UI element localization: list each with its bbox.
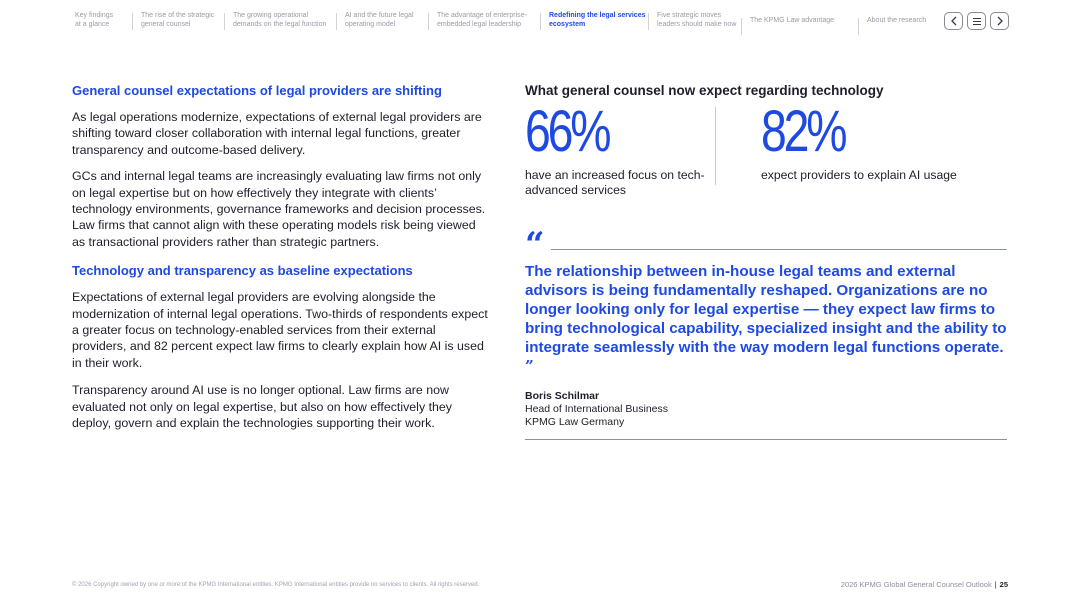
next-page-button[interactable] xyxy=(990,12,1009,30)
paragraph-technology: Expectations of external legal providers are evolving alongside the modernization of internal legal operations. Two-thirds of respondents expect a greater focus on technology-enabled services from their external providers, and 82 percent expect law firms to clearly explain how AI is used in their work. xyxy=(72,290,488,370)
publication-title: 2026 KPMG Global General Counsel Outlook xyxy=(840,580,992,589)
nav-item-legal-services-ecosystem[interactable] xyxy=(540,12,645,32)
quote-bottom-divider xyxy=(525,439,1007,440)
stat-tech-focus xyxy=(525,99,725,198)
stat-description: expect providers to explain AI usage xyxy=(761,168,957,182)
nav-item-label: Redefining the legal services xyxy=(549,12,646,19)
nav-item-kpmg-law-advantage[interactable] xyxy=(741,17,834,37)
paragraph-transparency: Transparency around AI use is no longer optional. Law firms are now evaluated not only on legal expertise, but also on how effectively they deploy, govern and explain the technologies supporting their work. xyxy=(72,383,452,431)
stat-value: 82% xyxy=(761,99,845,164)
nav-item-enterprise-leadership[interactable] xyxy=(428,12,527,32)
paragraph-evaluation: GCs and internal legal teams are increasingly evaluating law firms not only on legal expertise but on how effectively they integrate with clients’ technology environments, governance frameworks and decision processes. Law firms that cannot align with these operating models risk being viewed as transactional providers rather than strategic partners. xyxy=(72,169,486,249)
pull-quote xyxy=(525,225,1009,440)
quote-body: The relationship between in-house legal teams and external advisors is being fundamentally reshaped. Organizations are no longer looking only for legal expertise — they expect law firms to bring technological capability, specialized insight and the ability to integrate seamlessly with the way modern legal functions operate. xyxy=(525,263,1007,356)
nav-item-label: AI and the future legal xyxy=(345,12,414,19)
nav-item-label: The advantage of enterprise- xyxy=(437,12,527,19)
stats-title: What general counsel now expect regarding technology xyxy=(525,83,884,98)
nav-item-label: at a glance xyxy=(75,20,110,28)
quote-author-org: KPMG Law Germany xyxy=(525,416,625,428)
stat-description: have an increased focus on tech-advanced services xyxy=(525,168,705,197)
chevron-left-icon xyxy=(950,16,958,26)
stats-row xyxy=(525,99,1009,212)
quote-text xyxy=(525,262,1009,376)
quote-author-name: Boris Schilmar xyxy=(525,390,600,402)
nav-item-label: The rise of the strategic xyxy=(141,12,215,19)
section-heading-technology: Technology and transparency as baseline expectations xyxy=(72,263,413,279)
nav-item-five-strategic-moves[interactable] xyxy=(648,12,736,32)
nav-item-label: ecosystem xyxy=(549,20,586,28)
stat-value: 66% xyxy=(525,99,609,164)
nav-item-label: The KPMG Law advantage xyxy=(750,17,835,24)
menu-button[interactable] xyxy=(967,12,986,30)
nav-item-label: Key findings xyxy=(75,12,114,19)
nav-item-key-findings[interactable] xyxy=(66,12,113,32)
nav-item-label: embedded legal leadership xyxy=(437,20,522,28)
nav-item-operational-demands[interactable] xyxy=(224,12,326,32)
section-heading-expectations: General counsel expectations of legal providers are shifting xyxy=(72,83,442,98)
open-quote-icon: “ xyxy=(525,225,545,265)
close-quote-icon: ” xyxy=(525,357,534,375)
nav-item-ai-future-model[interactable] xyxy=(336,12,414,32)
nav-item-label: general counsel xyxy=(141,20,191,28)
top-navigation xyxy=(66,12,1016,36)
paragraph-intro: As legal operations modernize, expectations of external legal providers are shifting toward closer collaboration with internal legal functions, greater transparency and outcome-based delivery. xyxy=(72,110,482,157)
nav-item-label: leaders should make now xyxy=(657,20,737,28)
stat-divider xyxy=(715,107,716,185)
chevron-right-icon xyxy=(996,16,1004,26)
quote-header xyxy=(525,225,1009,265)
footer-publication xyxy=(841,580,1008,589)
footer-separator: | xyxy=(994,580,997,589)
menu-icon xyxy=(972,17,982,26)
stat-ai-usage xyxy=(761,99,961,183)
quote-divider xyxy=(551,249,1007,250)
nav-item-label: operating model xyxy=(345,20,396,28)
footer-copyright: © 2026 Copyright owned by one or more of the KPMG International entities. KPMG International entities provide no services to clients. All rights reserved. xyxy=(72,582,480,588)
stats-and-quote xyxy=(525,82,1009,428)
nav-item-label: Five strategic moves xyxy=(657,12,722,19)
nav-item-label: About the research xyxy=(867,17,927,24)
quote-author-title: Head of International Business xyxy=(525,403,669,415)
article-body xyxy=(72,83,492,432)
nav-item-about-research[interactable] xyxy=(858,17,926,37)
page-number: 25 xyxy=(999,580,1008,589)
nav-item-label: demands on the legal function xyxy=(233,20,327,28)
nav-item-label: The growing operational xyxy=(233,12,309,19)
previous-page-button[interactable] xyxy=(944,12,963,30)
nav-item-strategic-general-counsel[interactable] xyxy=(132,12,214,32)
